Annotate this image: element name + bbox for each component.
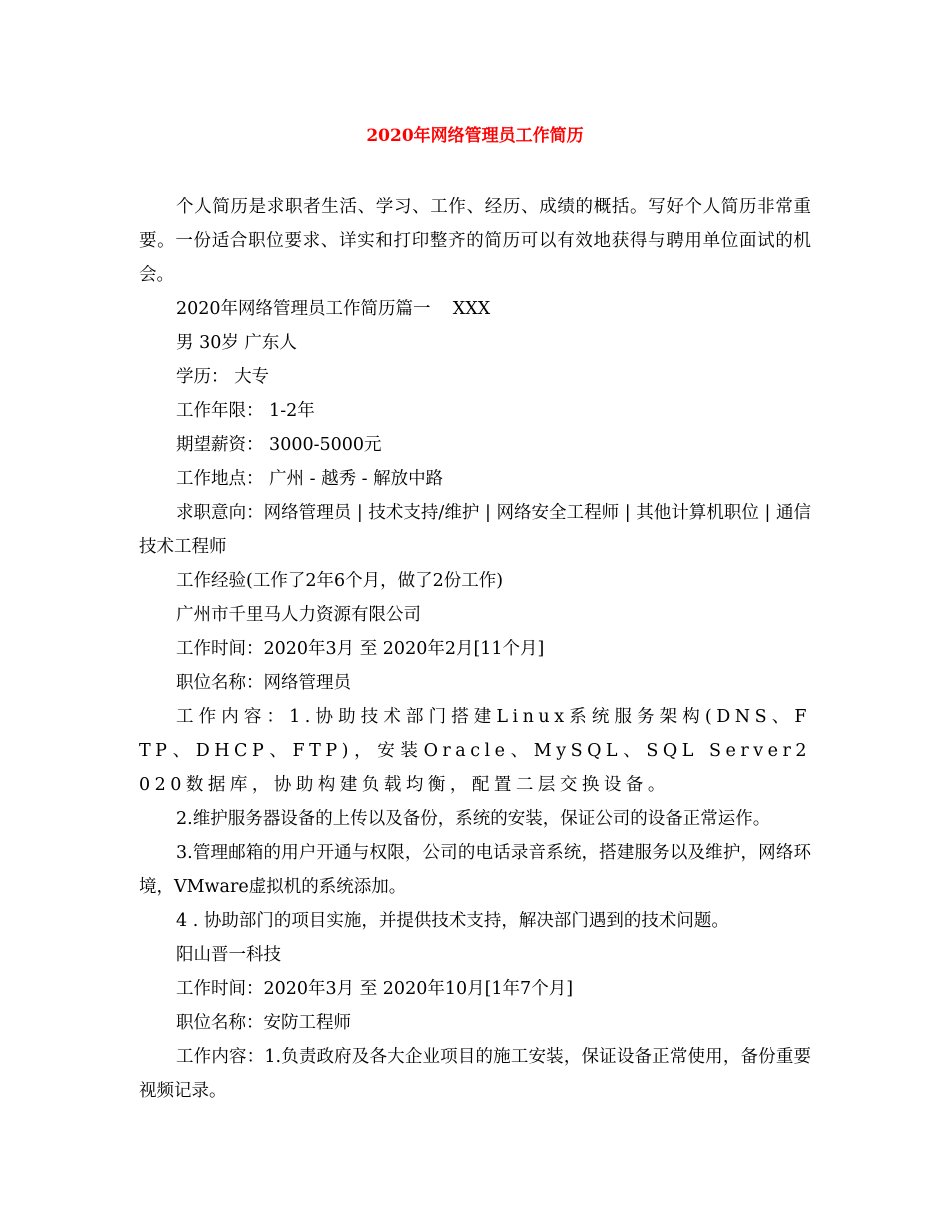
position-title-1: 职位名称：网络管理员	[176, 673, 351, 693]
personal-info: 男 30岁 广东人	[176, 333, 297, 353]
position-title-2: 职位名称：安防工程师	[176, 1013, 351, 1033]
job-intention: 求职意向：网络管理员 | 技术支持/维护 | 网络安全工程师 | 其他计算机职位 | 通信技术工程师	[139, 503, 811, 557]
expected-salary: 期望薪资： 3000-5000元	[176, 435, 382, 455]
job-content-1: 工作内容：1.协助技术部门搭建Linux系统服务架构(DNS、FTP、DHCP、FTP)，安装Oracle、MySQL、SQL Server2020数据库，协助构建负载均衡，配置二层交换设备。	[139, 707, 811, 795]
document-title: 2020年网络管理员工作简历	[366, 126, 584, 146]
resume-heading: 2020年网络管理员工作简历篇一 XXX	[176, 299, 491, 319]
job-content-2: 2.维护服务器设备的上传以及备份，系统的安装，保证公司的设备正常运作。	[176, 809, 771, 829]
work-period-1: 工作时间：2020年3月 至 2020年2月[11个月]	[176, 639, 545, 659]
work-location: 工作地点： 广州 - 越秀 - 解放中路	[176, 469, 444, 489]
intro-paragraph: 个人简历是求职者生活、学习、工作、经历、成绩的概括。写好个人简历非常重要。一份适合职位要求、详实和打印整齐的简历可以有效地获得与聘用单位面试的机会。	[139, 197, 811, 285]
job-content-3: 3.管理邮箱的用户开通与权限，公司的电话录音系统，搭建服务以及维护，网络环境，VMware虚拟机的系统添加。	[139, 843, 811, 897]
company-name-1: 广州市千里马人力资源有限公司	[176, 605, 421, 625]
education: 学历： 大专	[176, 367, 270, 387]
company-name-2: 阳山晋一科技	[176, 945, 281, 965]
work-period-2: 工作时间：2020年3月 至 2020年10月[1年7个月]	[176, 979, 574, 999]
work-experience-summary: 工作经验(工作了2年6个月，做了2份工作)	[176, 571, 504, 591]
work-years: 工作年限： 1-2年	[176, 401, 315, 421]
document-body	[139, 190, 811, 1108]
job-content-5: 工作内容：1.负责政府及各大企业项目的施工安装，保证设备正常使用，备份重要视频记录。	[139, 1047, 811, 1101]
job-content-4: 4 . 协助部门的项目实施，并提供技术支持，解决部门遇到的技术问题。	[176, 911, 729, 931]
